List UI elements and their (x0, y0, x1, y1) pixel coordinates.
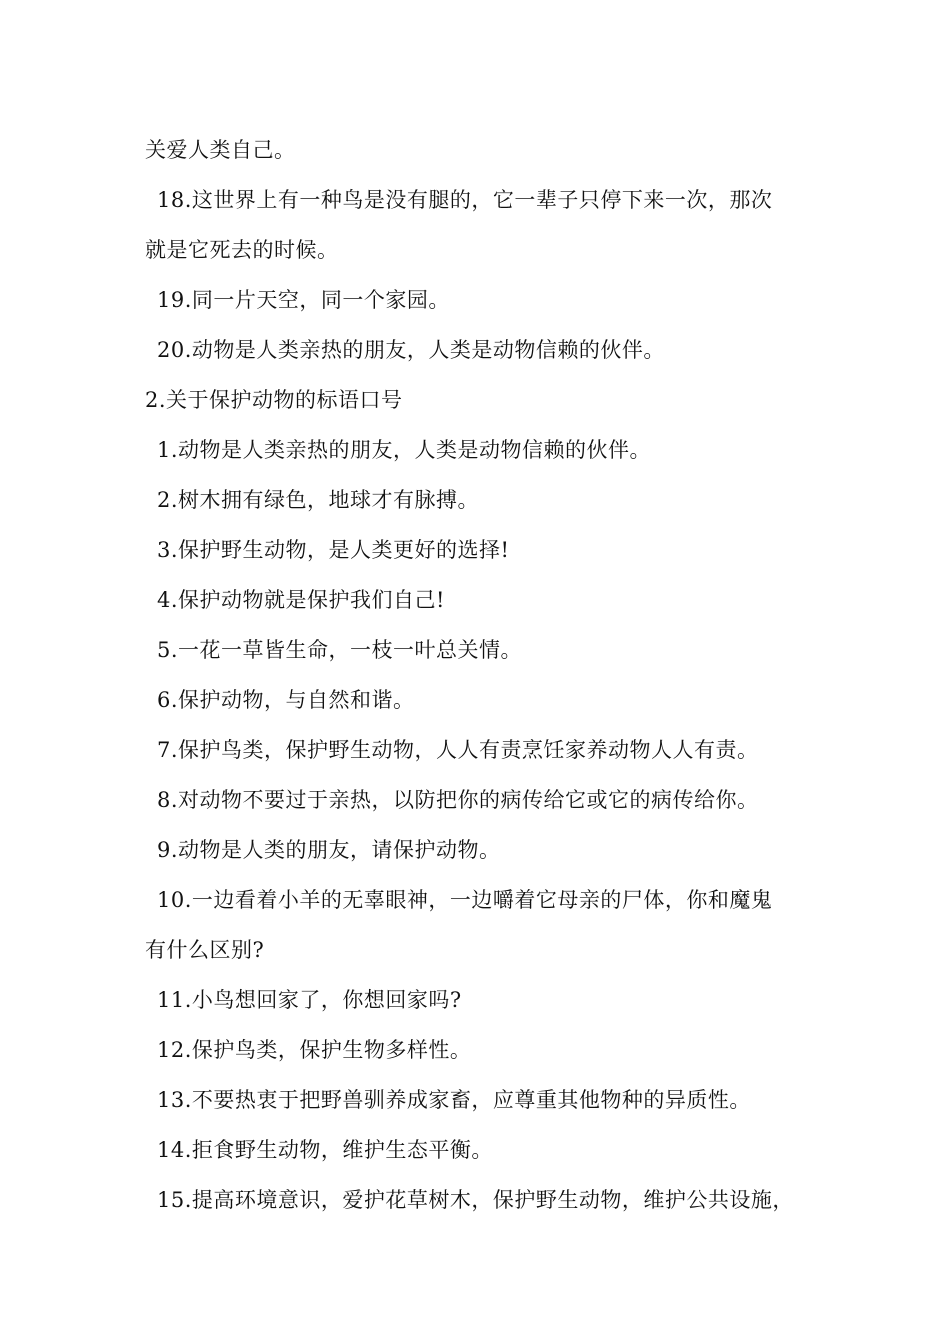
text-line: 1.动物是人类亲热的朋友，人类是动物信赖的伙伴。 (157, 438, 652, 462)
text-line: 9.动物是人类的朋友，请保护动物。 (157, 838, 501, 862)
text-line: 19.同一片天空，同一个家园。 (157, 288, 450, 312)
text-line: 20.动物是人类亲热的朋友，人类是动物信赖的伙伴。 (157, 338, 665, 362)
text-line: 12.保护鸟类，保护生物多样性。 (157, 1038, 472, 1062)
text-line: 就是它死去的时候。 (145, 238, 339, 262)
text-line: 2.树木拥有绿色，地球才有脉搏。 (157, 488, 480, 512)
text-line: 关爱人类自己。 (145, 138, 296, 162)
text-line: 13.不要热衷于把野兽驯养成家畜，应尊重其他物种的异质性。 (157, 1088, 751, 1112)
text-line: 18.这世界上有一种鸟是没有腿的，它一辈子只停下来一次，那次 (157, 188, 773, 212)
text-line: 7.保护鸟类，保护野生动物，人人有责烹饪家养动物人人有责。 (157, 738, 759, 762)
text-line: 14.拒食野生动物，维护生态平衡。 (157, 1138, 493, 1162)
text-line: 4.保护动物就是保护我们自己! (157, 588, 445, 612)
section-heading: 2.关于保护动物的标语口号 (145, 388, 403, 412)
text-line: 3.保护野生动物，是人类更好的选择! (157, 538, 510, 562)
text-line: 5.一花一草皆生命，一枝一叶总关情。 (157, 638, 523, 662)
text-line: 有什么区别? (145, 938, 265, 962)
text-line: 6.保护动物，与自然和谐。 (157, 688, 415, 712)
text-line: 10.一边看着小羊的无辜眼神，一边嚼着它母亲的尸体，你和魔鬼 (157, 888, 773, 912)
text-line: 8.对动物不要过于亲热，以防把你的病传给它或它的病传给你。 (157, 788, 759, 812)
text-line: 15.提高环境意识，爱护花草树木，保护野生动物，维护公共设施， (157, 1188, 794, 1212)
text-line: 11.小鸟想回家了，你想回家吗? (157, 988, 462, 1012)
